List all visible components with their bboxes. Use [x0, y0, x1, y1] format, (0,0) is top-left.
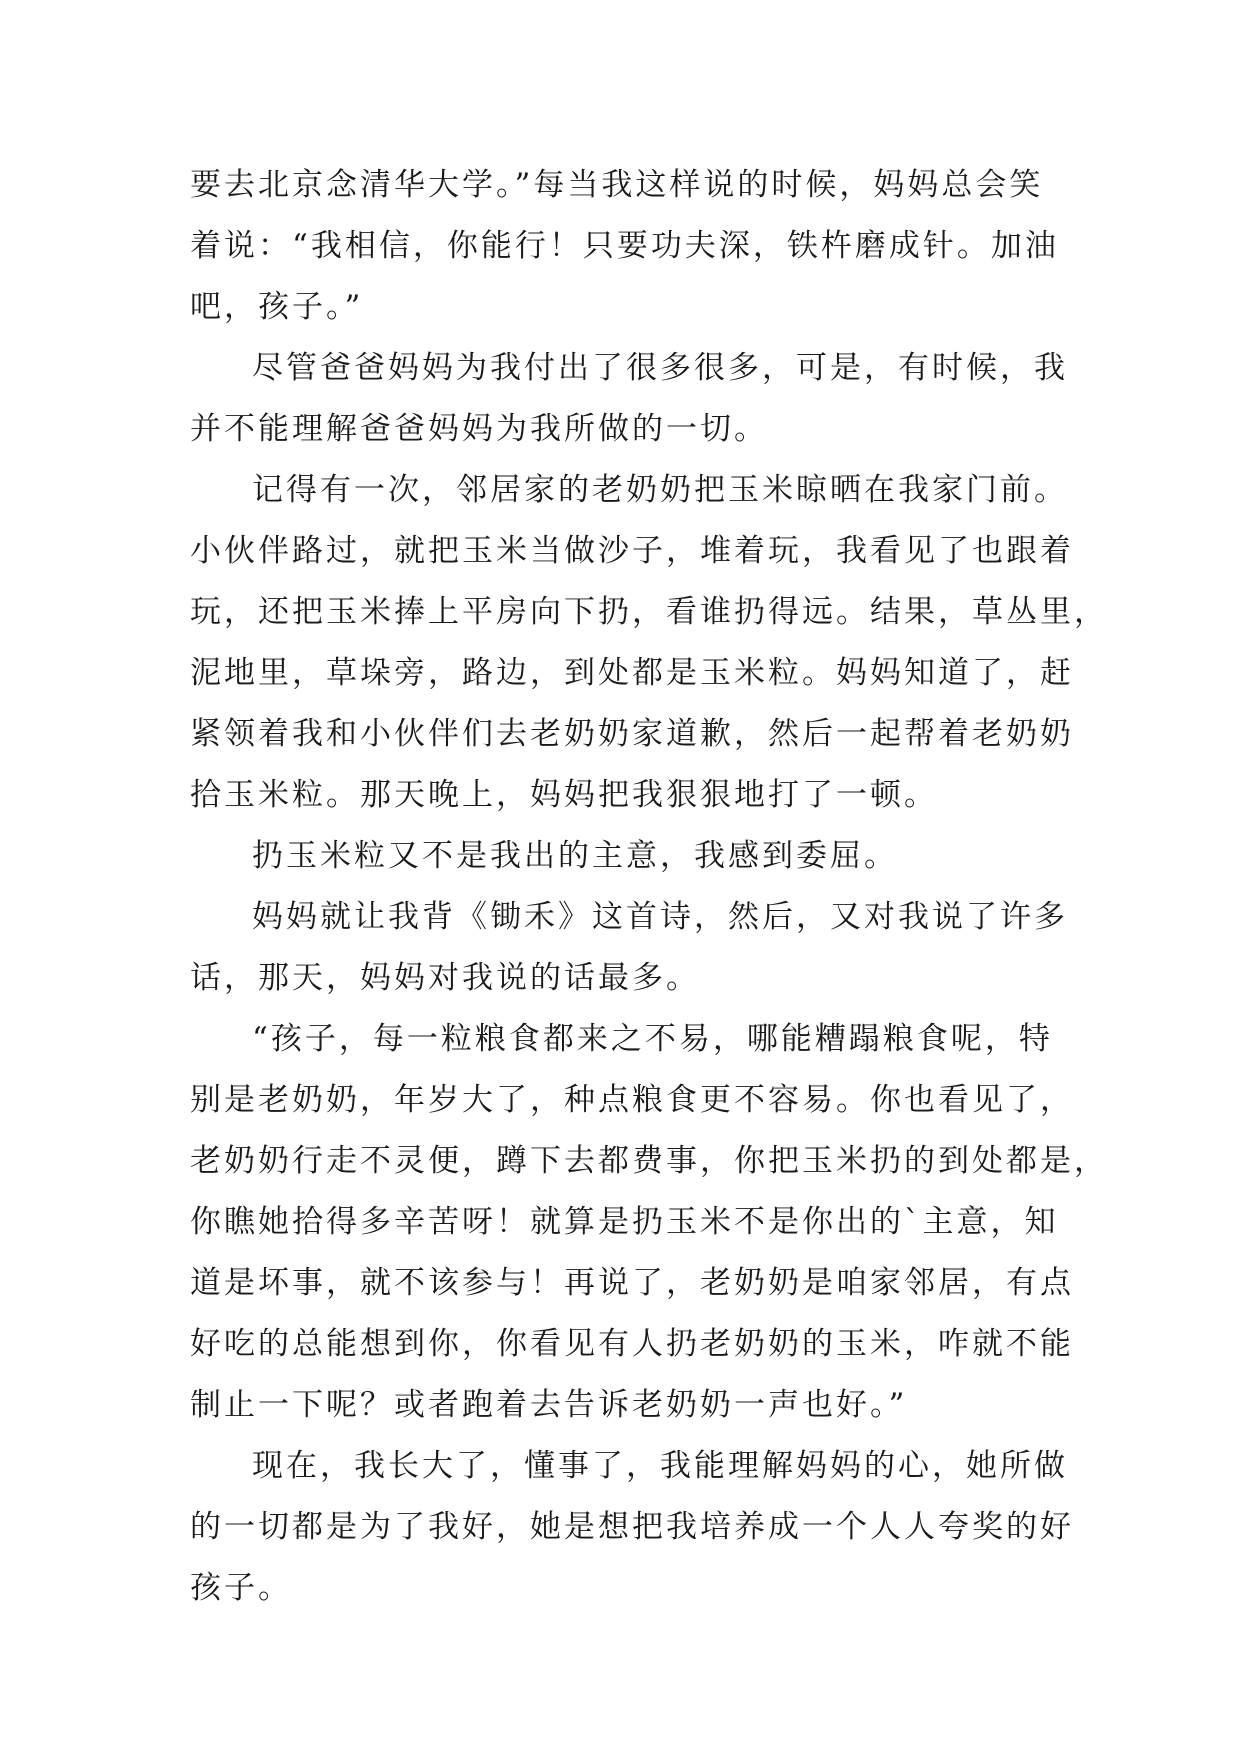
text-line-4: 尽管爸爸妈妈为我付出了很多很多，可是，有时候，我 [252, 350, 1068, 386]
text-line-13: 妈妈就让我背《锄禾》这首诗，然后，又对我说了许多 [252, 899, 1068, 935]
text-line-18: 你瞧她拾得多辛苦呀！就算是扔玉米不是你出的`主意，知 [190, 1204, 1059, 1240]
text-line-22: 现在，我长大了，懂事了，我能理解妈妈的心，她所做 [252, 1448, 1068, 1484]
text-line-21: 制止一下呢？或者跑着去告诉老奶奶一声也好。” [190, 1387, 908, 1423]
text-line-8: 玩，还把玉米捧上平房向下扔，看谁扔得远。结果，草丛里， [190, 594, 1108, 630]
text-line-24: 孩子。 [190, 1570, 292, 1606]
text-line-9: 泥地里，草垛旁，路边，到处都是玉米粒。妈妈知道了，赶 [190, 655, 1074, 691]
text-line-5: 并不能理解爸爸妈妈为我所做的一切。 [190, 411, 768, 447]
text-line-1: 要去北京念清华大学。”每当我这样说的时候，妈妈总会笑 [190, 167, 1044, 203]
text-line-11: 拾玉米粒。那天晚上，妈妈把我狠狠地打了一顿。 [190, 777, 938, 813]
text-line-20: 好吃的总能想到你，你看见有人扔老奶奶的玉米，咋就不能 [190, 1326, 1074, 1362]
text-line-16: 别是老奶奶，年岁大了，种点粮食更不容易。你也看见了， [190, 1082, 1074, 1118]
text-line-15: “孩子，每一粒粮食都来之不易，哪能糟蹋粮食呢，特 [252, 1021, 1053, 1057]
text-line-19: 道是坏事，就不该参与！再说了，老奶奶是咱家邻居，有点 [190, 1265, 1074, 1301]
text-line-7: 小伙伴路过，就把玉米当做沙子，堆着玩，我看见了也跟着 [190, 533, 1074, 569]
text-line-10: 紧领着我和小伙伴们去老奶奶家道歉，然后一起帮着老奶奶 [190, 716, 1074, 752]
body-text [190, 155, 1108, 1619]
text-line-23: 的一切都是为了我好，她是想把我培养成一个人人夸奖的好 [190, 1509, 1074, 1545]
text-line-12: 扔玉米粒又不是我出的主意，我感到委屈。 [252, 838, 898, 874]
text-line-14: 话，那天，妈妈对我说的话最多。 [190, 960, 700, 996]
text-line-17: 老奶奶行走不灵便，蹲下去都费事，你把玉米扔的到处都是， [190, 1143, 1108, 1179]
text-line-6: 记得有一次，邻居家的老奶奶把玉米晾晒在我家门前。 [252, 472, 1068, 508]
text-line-3: 吧，孩子。” [190, 289, 364, 325]
text-line-2: 着说：“我相信，你能行！只要功夫深，铁杵磨成针。加油 [190, 228, 1059, 264]
